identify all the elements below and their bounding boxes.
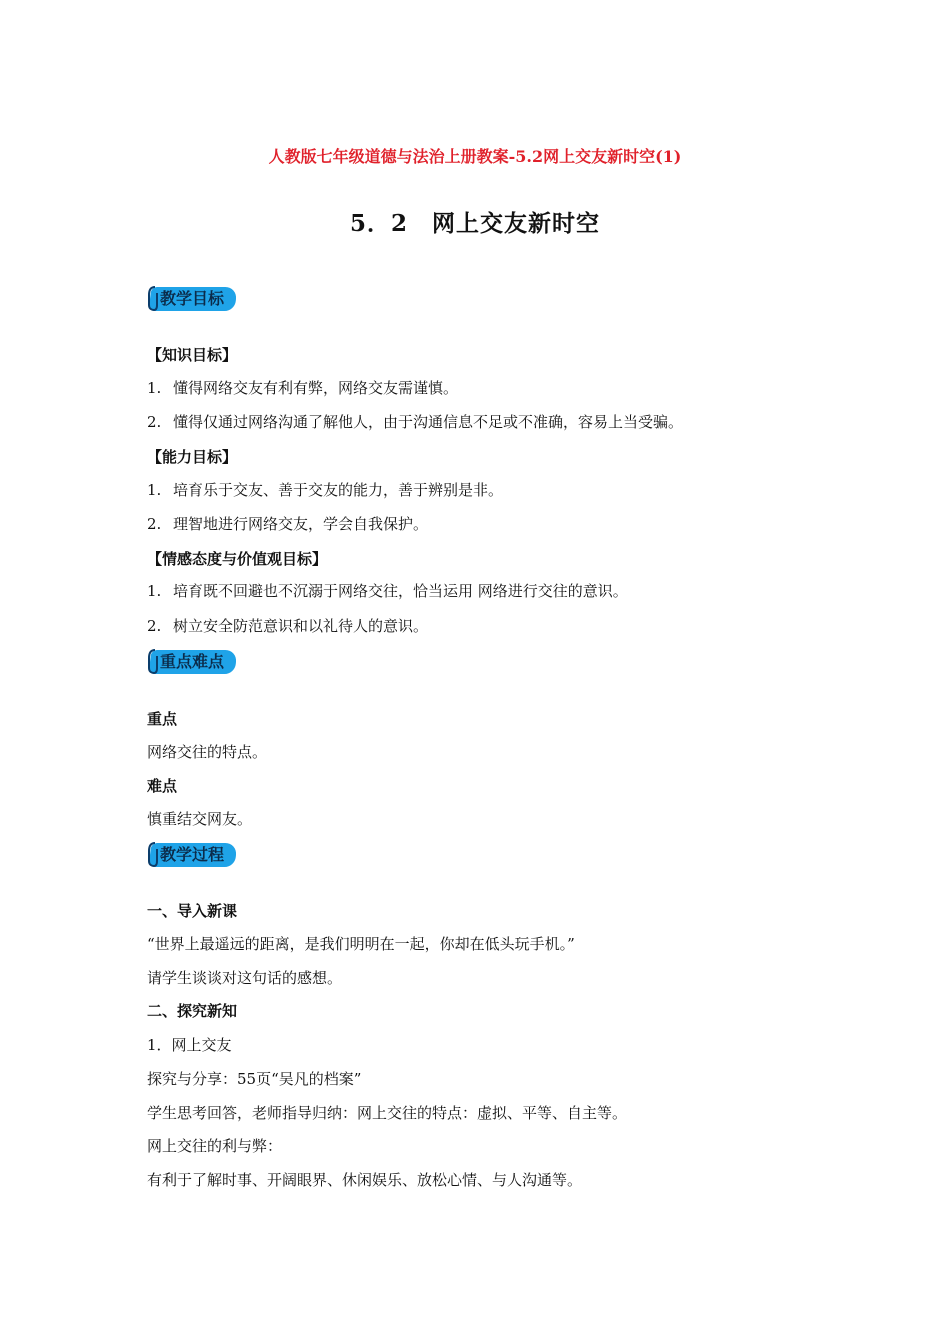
list-item: 1. 懂得网络交友有利有弊，网络交友需谨慎。	[147, 379, 459, 397]
paperclip-icon	[146, 646, 160, 676]
list-item: 2. 懂得仅通过网络沟通了解他人，由于沟通信息不足或不准确，容易上当受骗。	[147, 413, 684, 431]
section-badge-goals	[146, 285, 238, 313]
section-badge-keypoints	[146, 648, 238, 676]
list-item: 2. 树立安全防范意识和以礼待人的意识。	[147, 617, 429, 635]
paperclip-icon	[146, 839, 160, 869]
section-label: 教学过程	[160, 845, 225, 864]
list-item: 1. 培育乐于交友、善于交友的能力，善于辨别是非。	[147, 481, 504, 499]
section-label: 重点难点	[160, 652, 225, 671]
intro-heading: 一、导入新课	[147, 902, 238, 920]
pros-text: 有利于了解时事、开阔眼界、休闲娱乐、放松心情、与人沟通等。	[147, 1171, 583, 1189]
key-text: 网络交往的特点。	[147, 743, 268, 761]
list-item: 1. 培育既不回避也不沉溺于网络交往，恰当运用 网络进行交往的意识。	[147, 582, 628, 600]
document-header: 人教版七年级道德与法治上册教案-5.2网上交友新时空(1)	[268, 147, 682, 166]
explore-heading: 二、探究新知	[147, 1002, 238, 1020]
ability-heading: 【能力目标】	[147, 448, 238, 466]
key-heading: 重点	[147, 710, 178, 728]
difficult-text: 慎重结交网友。	[147, 810, 253, 828]
section-label: 教学目标	[160, 289, 225, 308]
explore-share: 探究与分享：55页“吴凡的档案”	[147, 1070, 362, 1088]
list-item: 2. 理智地进行网络交友，学会自我保护。	[147, 515, 429, 533]
emotion-heading: 【情感态度与价值观目标】	[147, 550, 328, 568]
document-title: 5．2 网上交友新时空	[349, 210, 600, 237]
difficult-heading: 难点	[147, 777, 178, 795]
intro-prompt: 请学生谈谈对这句话的感想。	[147, 969, 343, 987]
subsection-title: 1．网上交友	[147, 1036, 232, 1054]
paperclip-icon	[146, 283, 160, 313]
intro-quote: “世界上最遥远的距离，是我们明明在一起，你却在低头玩手机。”	[147, 935, 575, 953]
knowledge-heading: 【知识目标】	[147, 346, 238, 364]
summary-text: 学生思考回答，老师指导归纳：网上交往的特点：虚拟、平等、自主等。	[147, 1104, 628, 1122]
pros-cons-heading: 网上交往的利与弊：	[147, 1137, 283, 1155]
section-badge-process	[146, 841, 238, 869]
